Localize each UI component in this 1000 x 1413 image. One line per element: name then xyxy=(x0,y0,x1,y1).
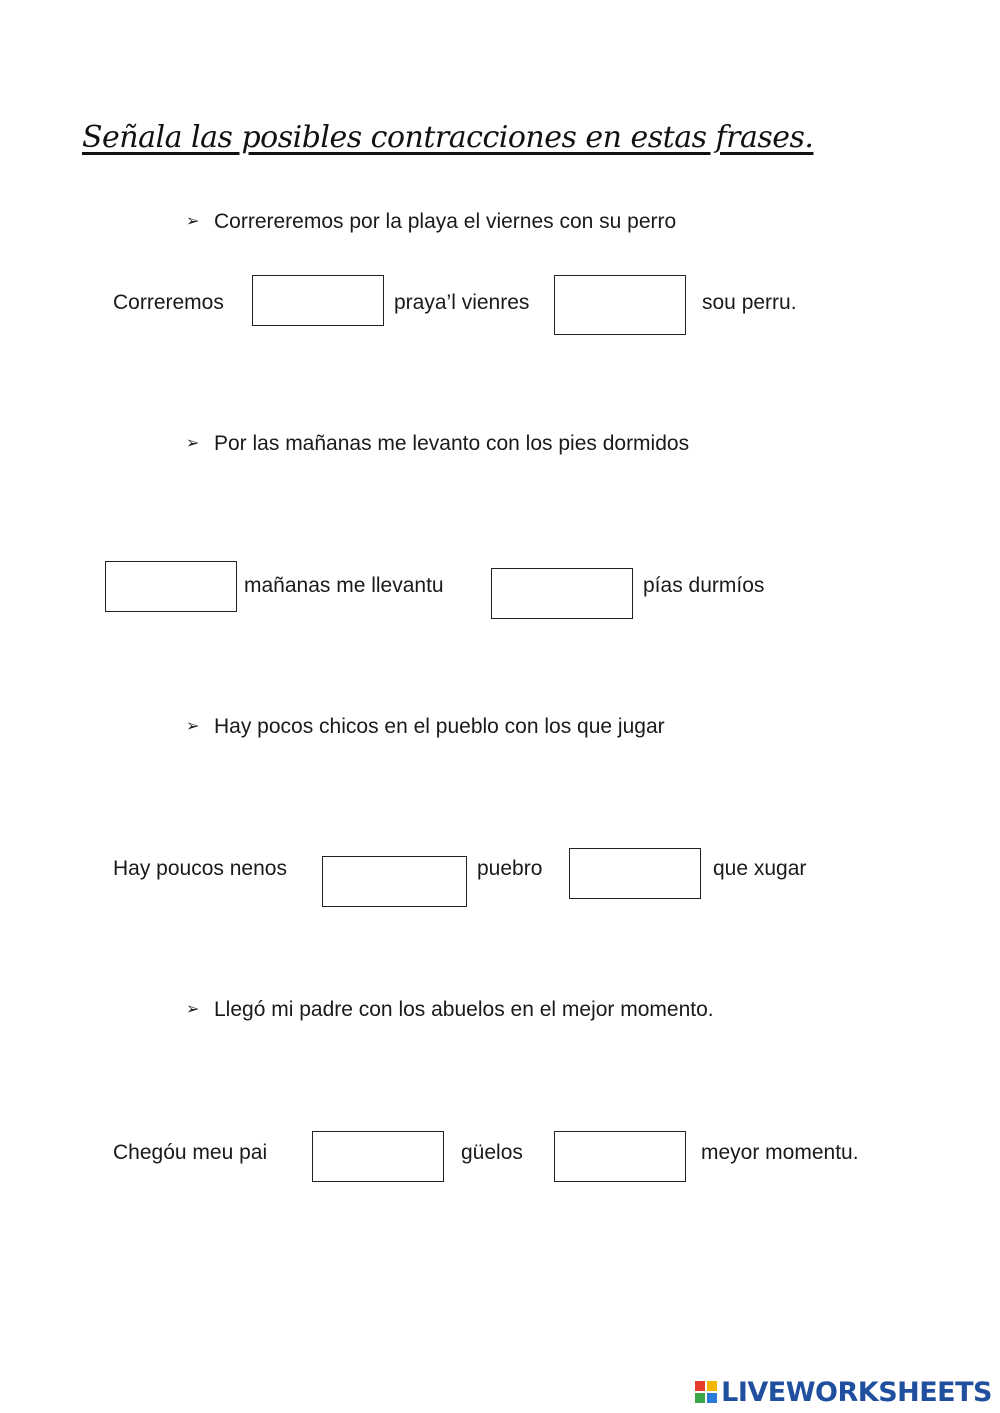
arrow-right-icon: ➢ xyxy=(186,213,200,230)
exercise-1-answer-box-1[interactable] xyxy=(252,275,384,326)
exercise-4-original: Llegó mi padre con los abuelos en el mejor momento. xyxy=(214,998,714,1021)
liveworksheets-logo xyxy=(695,1377,992,1407)
exercise-4-part-3: meyor momentu. xyxy=(701,1141,859,1164)
exercise-4-part-1: Chegóu meu pai xyxy=(113,1141,268,1164)
exercise-3-prompt xyxy=(186,715,665,739)
exercise-2-part-2: pías durmíos xyxy=(643,574,765,597)
exercise-2-original: Por las mañanas me levanto con los pies dormidos xyxy=(214,432,690,455)
exercise-2-part-1: mañanas me llevantu xyxy=(244,574,444,597)
exercise-1-answer-box-2[interactable] xyxy=(554,275,686,335)
exercise-1-part-2: praya’l vienres xyxy=(394,291,530,314)
exercise-1-original: Correreremos por la playa el viernes con su perro xyxy=(214,210,677,233)
exercise-4-part-2: güelos xyxy=(461,1141,523,1164)
exercise-2-answer-box-1[interactable] xyxy=(105,561,237,612)
exercise-4-prompt xyxy=(186,998,714,1022)
arrow-right-icon: ➢ xyxy=(186,1001,200,1018)
exercise-3-answer-box-1[interactable] xyxy=(322,856,467,907)
exercise-3-part-3: que xugar xyxy=(713,857,807,880)
exercise-1-prompt xyxy=(186,210,676,234)
arrow-right-icon: ➢ xyxy=(186,435,200,452)
exercise-4-answer-box-1[interactable] xyxy=(312,1131,444,1182)
exercise-2-prompt xyxy=(186,432,689,456)
exercise-3-part-1: Hay poucos nenos xyxy=(113,857,287,880)
exercise-4-answer-box-2[interactable] xyxy=(554,1131,686,1182)
exercise-1-part-1: Correremos xyxy=(113,291,224,314)
exercise-1-part-3: sou perru. xyxy=(702,291,797,314)
exercise-3-answer-box-2[interactable] xyxy=(569,848,701,899)
arrow-right-icon: ➢ xyxy=(186,718,200,735)
liveworksheets-logo-icon xyxy=(695,1381,717,1403)
exercise-3-part-2: puebro xyxy=(477,857,543,880)
worksheet-title: Señala las posibles contracciones en estas frases. xyxy=(82,120,814,155)
liveworksheets-logo-text: LIVEWORKSHEETS xyxy=(721,1376,992,1408)
exercise-3-original: Hay pocos chicos en el pueblo con los que jugar xyxy=(214,715,665,738)
exercise-2-answer-box-2[interactable] xyxy=(491,568,633,619)
